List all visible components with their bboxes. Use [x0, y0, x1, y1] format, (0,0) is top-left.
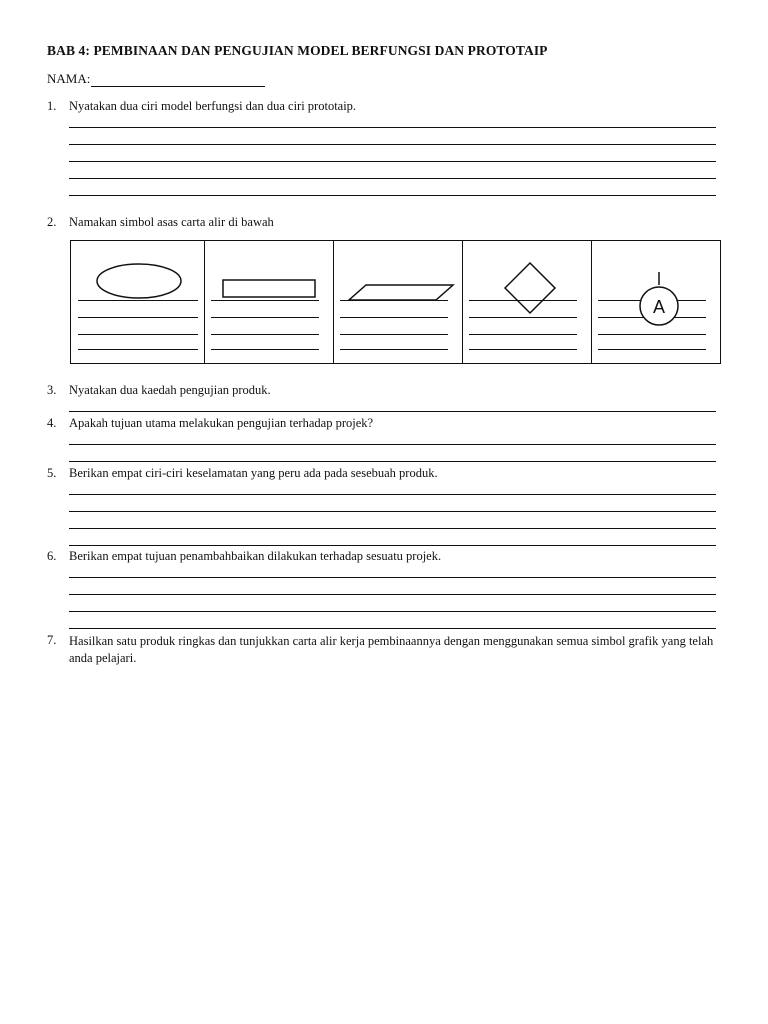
answer-line — [69, 611, 716, 612]
question-3-number: 3. — [47, 383, 57, 397]
symbol-cell-connector — [592, 241, 720, 363]
answer-line — [211, 300, 319, 301]
answer-line — [340, 317, 448, 318]
question-5-number: 5. — [47, 466, 57, 480]
connector-circle-symbol — [638, 271, 682, 327]
answer-line — [469, 334, 577, 335]
question-7-number: 7. — [47, 633, 57, 647]
answer-line — [78, 349, 198, 350]
question-3-text: Nyatakan dua kaedah pengujian produk. — [69, 383, 271, 397]
question-6-text: Berikan empat tujuan penambahbaikan dilakukan terhadap sesuatu projek. — [69, 549, 442, 563]
question-2-text: Namakan simbol asas carta alir di bawah — [69, 215, 274, 229]
page-title: BAB 4: PEMBINAAN DAN PENGUJIAN MODEL BERFUNGSI DAN PROTOTAIP — [47, 43, 548, 58]
name-answer-line — [91, 86, 265, 87]
answer-line — [69, 628, 716, 629]
question-1-number: 1. — [47, 99, 57, 113]
question-4-number: 4. — [47, 416, 57, 430]
question-7-text: Hasilkan satu produk ringkas dan tunjukkan carta alir kerja pembinaannya dengan menggunakan semua simbol grafik yang telah anda pelajari. — [69, 634, 714, 665]
question-4-text: Apakah tujuan utama melakukan pengujian terhadap projek? — [69, 416, 374, 430]
question-1-text: Nyatakan dua ciri model berfungsi dan dua ciri prototaip. — [69, 99, 357, 113]
answer-line — [340, 300, 448, 301]
symbol-cell-oval — [71, 241, 205, 363]
answer-line — [69, 528, 716, 529]
answer-line — [469, 349, 577, 350]
question-6-number: 6. — [47, 549, 57, 563]
answer-line — [78, 334, 198, 335]
symbol-cell-diamond — [463, 241, 592, 363]
connector-label: A — [652, 297, 666, 317]
question-5-text: Berikan empat ciri-ciri keselamatan yang peru ada pada sesebuah produk. — [69, 466, 438, 480]
oval-terminator-symbol — [95, 261, 183, 301]
answer-line — [469, 317, 577, 318]
answer-line — [598, 349, 706, 350]
answer-line — [69, 144, 716, 145]
symbol-cell-parallelogram — [334, 241, 463, 363]
answer-line — [211, 317, 319, 318]
answer-line — [340, 349, 448, 350]
rectangle-process-symbol — [221, 278, 318, 300]
answer-line — [598, 334, 706, 335]
answer-line — [69, 511, 716, 512]
answer-line — [69, 127, 716, 128]
answer-line — [69, 577, 716, 578]
answer-line — [211, 334, 319, 335]
answer-line — [69, 594, 716, 595]
answer-line — [78, 300, 198, 301]
answer-line — [340, 334, 448, 335]
answer-line — [469, 300, 577, 301]
answer-line — [69, 461, 716, 462]
answer-line — [69, 444, 716, 445]
answer-line — [69, 545, 716, 546]
answer-line — [69, 411, 716, 412]
answer-line — [69, 494, 716, 495]
question-2-number: 2. — [47, 215, 57, 229]
diamond-decision-symbol — [503, 261, 557, 315]
answer-line — [69, 161, 716, 162]
answer-line — [69, 178, 716, 179]
answer-line — [78, 317, 198, 318]
symbol-cell-rectangle — [205, 241, 334, 363]
name-label: NAMA: — [47, 71, 91, 86]
answer-line — [69, 195, 716, 196]
answer-line — [211, 349, 319, 350]
flowchart-symbols-table — [70, 240, 721, 364]
